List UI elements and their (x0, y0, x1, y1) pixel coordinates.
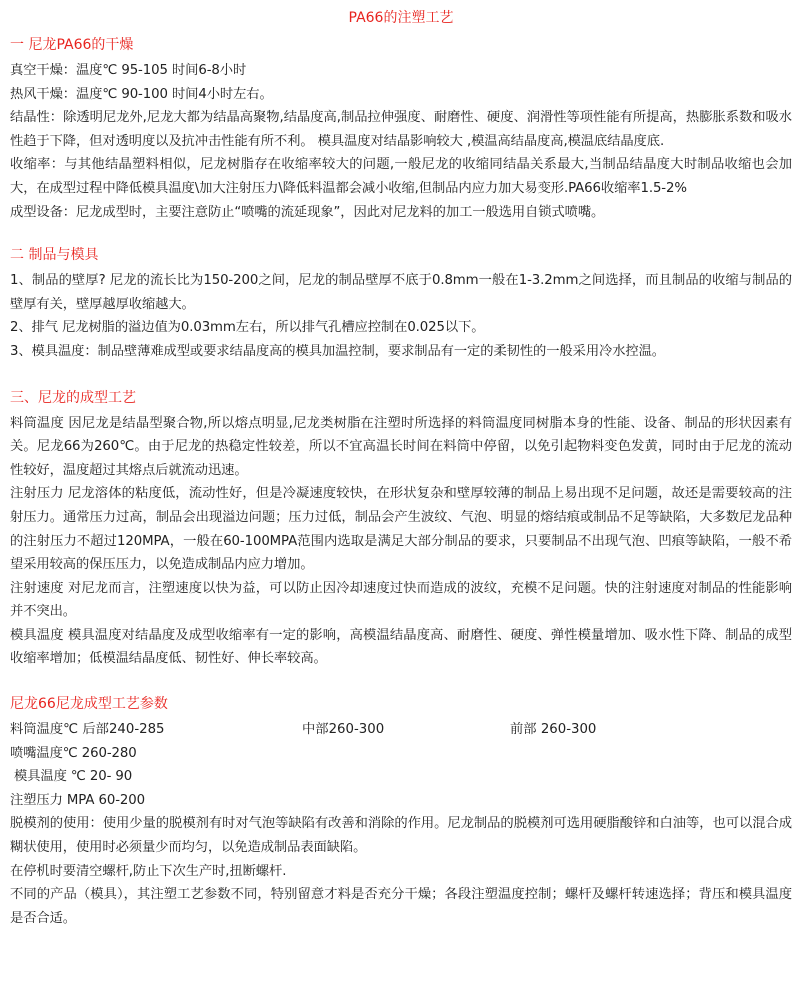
paragraph-release-agent: 脱模剂的使用：使用少量的脱模剂有时对气泡等缺陷有改善和消除的作用。尼龙制品的脱模剂可选用硬脂酸锌和白油等，也可以混合成糊状使用，使用时必须量少而均匀，以免造成制品表面缺陷。 (10, 816, 792, 856)
barrel-temp-rear: 料筒温度℃ 后部240-285 (10, 722, 165, 738)
paragraph-vacuum-drying: 真空干燥：温度℃ 95-105 时间6-8小时 (10, 63, 247, 78)
paragraph-shutdown: 在停机时要清空螺杆,防止下次生产时,扭断螺杆. (10, 863, 287, 879)
barrel-temp-middle: 中部260-300 (302, 722, 385, 738)
paragraph-wall-thickness: 1、制品的壁厚? 尼龙的流长比为150-200之间，尼龙的制品壁厚不底于0.8mm一般在1-3.2mm之间选择，而且制品的收缩与制品的壁厚有关，壁厚越厚收缩越大。 (10, 273, 792, 312)
paragraph-hot-air-drying: 热风干燥：温度℃ 90-100 时间4小时左右。 (10, 86, 273, 102)
paragraph-shrinkage: 收缩率：与其他结晶塑料相似，尼龙树脂存在收缩率较大的问题,一般尼龙的收缩同结晶关系最大,当制品结晶度大时制品收缩也会加大，在成型过程中降低模具温度\加大注射压力\降低料温都会减小收缩,但制品内应力加大易变形.PA66收缩率1.5-2% (10, 157, 792, 196)
document (10, 10, 792, 930)
paragraph-barrel-temperature: 料筒温度 因尼龙是结晶型聚合物,所以熔点明显,尼龙类树脂在注塑时所选择的料筒温度同树脂本身的性能、设备、制品的形状因素有关。尼龙66为260℃。由于尼龙的热稳定性较差，所以不宜高温长时间在料筒中停留，以免引起物料变色发黄，同时由于尼龙的流动性较好，温度超过其熔点后就流动迅速。 (10, 415, 792, 478)
paragraph-mold-temp-range: 模具温度 ℃ 20- 90 (14, 769, 133, 785)
paragraph-mold-temperature: 3、模具温度：制品壁薄难成型或要求结晶度高的模具加温控制，要求制品有一定的柔韧性的一般采用冷水控温。 (10, 343, 666, 359)
section-heading-molding: 三、尼龙的成型工艺 (10, 389, 136, 406)
paragraph-crystallinity: 结晶性：除透明尼龙外,尼龙大都为结晶高聚物,结晶度高,制品拉伸强度、耐磨性、硬度、润滑性等项性能有所提高，热膨胀系数和吸水性趋于下降，但对透明度以及抗冲击性能有所不利。 模具温度对结晶影响较大 ,模温高结晶度高,模温底结晶度底. (10, 110, 792, 149)
page-title: PA66的注塑工艺 (348, 10, 454, 26)
barrel-temp-front: 前部 260-300 (510, 722, 597, 738)
paragraph-injection-pressure: 注射压力 尼龙溶体的粘度低，流动性好，但是冷凝速度较快，在形状复杂和壁厚较薄的制品上易出现不足问题，故还是需要较高的注射压力。通常压力过高，制品会出现溢边问题；压力过低，制品会产生波纹、气泡、明显的熔结痕或制品不足等缺陷，大多数尼龙品种的注射压力不超过120MPA，一般在60-100MPA范围内选取是满足大部分制品的要求，只要制品不出现气泡、凹痕等缺陷，一般不希望采用较高的保压压力，以免造成制品内应力增加。 (10, 486, 792, 573)
section-heading-drying: 一 尼龙PA66的干燥 (10, 37, 134, 53)
paragraph-injection-speed: 注射速度 对尼龙而言，注塑速度以快为益，可以防止因冷却速度过快而造成的波纹，充模不足问题。快的注射速度对制品的性能影响并不突出。 (10, 580, 792, 620)
barrel-temperature-row (10, 718, 792, 742)
paragraph-mold-temp-effect: 模具温度 模具温度对结晶度及成型收缩率有一定的影响，高模温结晶度高、耐磨性、硬度、弹性模量增加、吸水性下降、制品的成型收缩率增加；低模温结晶度低、韧性好、伸长率较高。 (10, 627, 792, 667)
section-heading-params: 尼龙66尼龙成型工艺参数 (10, 696, 168, 713)
section-heading-product-mold: 二 制品与模具 (10, 247, 99, 264)
paragraph-process-notes: 不同的产品（模具），其注塑工艺参数不同，特别留意才料是否充分干燥；各段注塑温度控制；螺杆及螺杆转速选择；背压和模具温度是否合适。 (10, 887, 792, 926)
paragraph-nozzle-temp: 喷嘴温度℃ 260-280 (10, 745, 137, 761)
paragraph-injection-pressure-range: 注塑压力 MPA 60-200 (10, 792, 145, 808)
paragraph-venting: 2、排气 尼龙树脂的溢边值为0.03mm左右，所以排气孔槽应控制在0.025以下。 (10, 320, 485, 336)
paragraph-equipment: 成型设备：尼龙成型时，主要注意防止“喷嘴的流延现象”，因此对尼龙料的加工一般选用自锁式喷嘴。 (10, 204, 605, 220)
